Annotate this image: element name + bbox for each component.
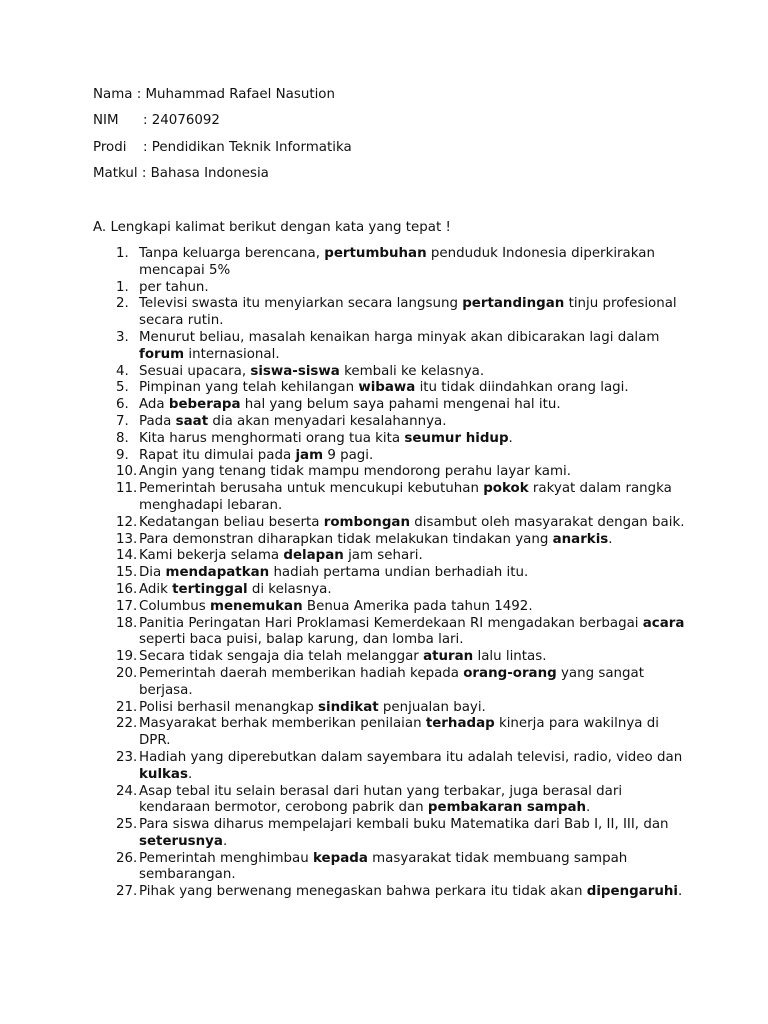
answer-word: pertandingan xyxy=(462,296,565,312)
list-item-text xyxy=(139,884,693,901)
matkul-line xyxy=(93,166,269,182)
sentence-fragment: Menurut beliau, masalah kenaikan harga minyak akan dibicarakan lagi dalam xyxy=(139,329,660,345)
sentence-fragment: disambut oleh masyarakat dengan baik. xyxy=(409,514,685,530)
list-item-number: 2. xyxy=(116,296,129,312)
sentence-fragment: Kami bekerja selama xyxy=(139,548,284,564)
answer-word: jam xyxy=(295,447,324,463)
list-item-text xyxy=(139,582,693,599)
list-item-text xyxy=(139,599,693,616)
list-item xyxy=(93,481,693,515)
sentence-fragment: Polisi berhasil menangkap xyxy=(139,699,319,715)
list-item-number: 27. xyxy=(116,884,138,900)
list-item xyxy=(93,380,693,397)
answer-word: anarkis xyxy=(552,531,609,547)
list-item xyxy=(93,884,693,901)
list-item-number: 11. xyxy=(116,481,138,497)
answer-word: seterusnya xyxy=(139,833,223,849)
list-item-text xyxy=(139,649,693,666)
sentence-fragment: Tanpa keluarga berencana, xyxy=(139,246,325,261)
nama-label: Nama xyxy=(93,87,133,102)
list-item-number: 13. xyxy=(116,531,138,547)
matkul-value: : Bahasa Indonesia xyxy=(137,166,269,181)
list-item xyxy=(93,599,693,616)
sentence-fragment: . xyxy=(586,800,591,816)
sentence-fragment: Sesuai upacara, xyxy=(139,363,251,379)
sentence-fragment: Pada xyxy=(139,413,176,429)
list-item xyxy=(93,397,693,414)
sentence-fragment: . xyxy=(678,884,683,900)
answer-word: beberapa xyxy=(168,397,241,413)
list-item-number: 20. xyxy=(116,665,138,681)
sentence-fragment: per tahun. xyxy=(139,279,209,295)
list-item-text xyxy=(139,616,693,650)
list-item xyxy=(93,296,693,330)
list-item-text xyxy=(139,414,693,431)
sentence-fragment: seperti baca puisi, balap karung, dan lomba lari. xyxy=(139,632,464,648)
list-item xyxy=(93,817,693,851)
list-item xyxy=(93,364,693,381)
sentence-fragment: Kedatangan beliau beserta xyxy=(139,514,324,530)
sentence-fragment: Benua Amerika pada tahun 1492. xyxy=(302,598,533,614)
list-item-text xyxy=(139,716,693,750)
answer-word: delapan xyxy=(283,548,344,564)
sentence-fragment: rakyat dalam rangka menghadapi lebaran. xyxy=(139,481,672,513)
list-item xyxy=(93,515,693,532)
answer-word: forum xyxy=(139,346,185,362)
answer-word: pembakaran sampah xyxy=(427,800,587,816)
sentence-fragment: Rapat itu dimulai pada xyxy=(139,447,296,463)
list-item xyxy=(93,414,693,431)
sentence-fragment: Columbus xyxy=(139,598,211,614)
list-item xyxy=(93,716,693,750)
list-item-number: 1. xyxy=(116,246,129,261)
sentence-fragment: hadiah pertama undian berhadiah itu. xyxy=(269,565,529,581)
list-item xyxy=(93,784,693,818)
answer-word: pokok xyxy=(483,481,529,497)
list-item-number: 10. xyxy=(116,464,138,480)
list-item-number: 9. xyxy=(116,447,129,463)
list-item-number: 4. xyxy=(116,363,129,379)
list-item-text xyxy=(139,380,693,397)
prodi-label: Prodi xyxy=(93,140,127,155)
answer-word: acara xyxy=(642,615,685,631)
list-item-number: 3. xyxy=(116,329,129,345)
list-item xyxy=(93,700,693,717)
sentence-fragment: Televisi swasta itu menyiarkan secara langsung xyxy=(139,296,463,312)
list-item-text xyxy=(139,548,693,565)
list-item-text xyxy=(139,464,693,481)
list-item-number: 6. xyxy=(116,397,129,413)
sentence-fragment: Ada xyxy=(139,397,169,413)
list-item xyxy=(93,666,693,700)
answer-word: kepada xyxy=(313,850,368,866)
answer-word: tertinggal xyxy=(172,581,248,597)
list-item-text xyxy=(139,246,693,280)
sentence-fragment: jam sehari. xyxy=(343,548,423,564)
sentence-fragment: Pimpinan yang telah kehilangan xyxy=(139,380,359,396)
answer-word: pertumbuhan xyxy=(324,246,427,261)
nim-line xyxy=(93,113,220,129)
list-item-text xyxy=(139,330,693,364)
answer-word: aturan xyxy=(423,649,474,665)
list-item-text xyxy=(139,784,693,818)
list-item xyxy=(93,616,693,650)
list-item xyxy=(93,548,693,565)
sentence-fragment: di kelasnya. xyxy=(247,581,332,597)
sentence-fragment: dia akan menyadari kesalahannya. xyxy=(208,413,447,429)
list-item-text xyxy=(139,532,693,549)
section-heading: A. Lengkapi kalimat berikut dengan kata yang tepat ! xyxy=(93,220,451,235)
list-item-text xyxy=(139,851,693,885)
list-item-number: 5. xyxy=(116,380,129,396)
sentence-fragment: Kita harus menghormati orang tua kita xyxy=(139,430,405,446)
answer-word: sindikat xyxy=(318,699,379,715)
sentence-fragment: lalu lintas. xyxy=(473,649,547,665)
sentence-fragment: internasional. xyxy=(184,346,280,362)
answer-word: siswa-siswa xyxy=(250,363,340,379)
sentence-fragment: Dia xyxy=(139,565,166,581)
nim-label: NIM xyxy=(93,113,119,128)
list-item-text xyxy=(139,397,693,414)
list-item-number: 22. xyxy=(116,716,138,732)
list-item-text xyxy=(139,431,693,448)
list-item-text xyxy=(139,280,693,297)
sentence-fragment: penduduk Indonesia diperkirakan mencapai 5% xyxy=(139,246,655,278)
sentence-fragment: Masyarakat berhak memberikan penilaian xyxy=(139,716,426,732)
list-item-number: 15. xyxy=(116,565,138,581)
list-item-number: 23. xyxy=(116,749,138,765)
sentence-fragment: . xyxy=(187,766,193,782)
sentence-fragment: itu tidak diindahkan orang lagi. xyxy=(415,380,629,396)
list-item-text xyxy=(139,817,693,851)
list-item xyxy=(93,750,693,784)
sentence-fragment: hal yang belum saya pahami mengenai hal itu. xyxy=(240,397,561,413)
sentence-fragment: Angin yang tenang tidak mampu mendorong perahu layar kami. xyxy=(139,464,571,480)
sentence-fragment: . xyxy=(508,430,513,446)
sentence-fragment: kembali ke kelasnya. xyxy=(339,363,485,379)
answer-word: menemukan xyxy=(210,598,303,614)
sentence-fragment: Pihak yang berwenang menegaskan bahwa perkara itu tidak akan xyxy=(139,884,587,900)
list-item xyxy=(93,565,693,582)
sentence-fragment: Pemerintah daerah memberikan hadiah kepada xyxy=(139,665,464,681)
sentence-fragment: . xyxy=(608,531,613,547)
nama-value: : Muhammad Rafael Nasution xyxy=(132,87,335,102)
list-item-text xyxy=(139,515,693,532)
list-item-text xyxy=(139,296,693,330)
answer-word: kulkas xyxy=(139,766,188,782)
list-item-number: 26. xyxy=(116,850,138,866)
sentence-fragment: Hadiah yang diperebutkan dalam sayembara itu adalah televisi, radio, video dan xyxy=(139,749,683,765)
sentence-fragment: Secara tidak sengaja dia telah melanggar xyxy=(139,649,424,665)
list-item-number: 1. xyxy=(116,279,129,295)
list-item-text xyxy=(139,750,693,784)
list-item-text xyxy=(139,481,693,515)
list-item xyxy=(93,448,693,465)
list-item xyxy=(93,851,693,885)
list-item xyxy=(93,582,693,599)
sentence-fragment: Pemerintah berusaha untuk mencukupi kebutuhan xyxy=(139,481,484,497)
list-item-number: 16. xyxy=(116,581,138,597)
list-item xyxy=(93,532,693,549)
answer-word: wibawa xyxy=(358,380,416,396)
list-item-text xyxy=(139,666,693,700)
answer-word: dipengaruhi xyxy=(586,884,678,900)
list-item-number: 18. xyxy=(116,615,138,631)
list-item-text xyxy=(139,448,693,465)
sentence-fragment: Para siswa diharus mempelajari kembali buku Matematika dari Bab I, II, III, dan xyxy=(139,817,669,833)
list-item xyxy=(93,431,693,448)
answer-word: saat xyxy=(175,413,209,429)
list-item-number: 25. xyxy=(116,817,138,833)
list-item xyxy=(93,649,693,666)
list-item-text xyxy=(139,364,693,381)
list-item xyxy=(93,330,693,364)
answer-word: rombongan xyxy=(323,514,410,530)
sentence-fragment: Adik xyxy=(139,581,173,597)
answer-word: mendapatkan xyxy=(165,565,270,581)
list-item xyxy=(93,280,693,297)
sentence-fragment: 9 pagi. xyxy=(323,447,374,463)
list-item-number: 8. xyxy=(116,430,129,446)
sentence-fragment: Panitia Peringatan Hari Proklamasi Kemerdekaan RI mengadakan berbagai xyxy=(139,615,643,631)
list-item xyxy=(93,246,693,280)
list-item-text xyxy=(139,700,693,717)
sentence-fragment: Pemerintah menghimbau xyxy=(139,850,313,866)
list-item-number: 19. xyxy=(116,649,138,665)
prodi-line xyxy=(93,140,352,156)
answer-word: terhadap xyxy=(425,716,495,732)
exercise-list xyxy=(93,246,693,901)
list-item-number: 24. xyxy=(116,783,138,799)
list-item-number: 17. xyxy=(116,598,138,614)
answer-word: orang-orang xyxy=(463,665,557,681)
nama-line xyxy=(93,87,335,103)
sentence-fragment: penjualan bayi. xyxy=(378,699,486,715)
answer-word: seumur hidup xyxy=(404,430,509,446)
sentence-fragment: masyarakat tidak membuang sampah sembarangan. xyxy=(139,850,628,883)
list-item-number: 7. xyxy=(116,413,129,429)
sentence-fragment: kinerja para wakilnya di DPR. xyxy=(139,716,659,749)
sentence-fragment: Para demonstran diharapkan tidak melakukan tindakan yang xyxy=(139,531,553,547)
sentence-fragment: . xyxy=(222,833,228,849)
list-item xyxy=(93,464,693,481)
sentence-fragment: Asap tebal itu selain berasal dari hutan yang terbakar, juga berasal dari kendaraan bermotor, cerobong pabrik dan xyxy=(139,783,623,816)
nim-value: : 24076092 xyxy=(143,113,220,128)
sentence-fragment: tinju profesional secara rutin. xyxy=(139,296,677,329)
matkul-label: Matkul xyxy=(93,166,138,181)
sentence-fragment: yang sangat berjasa. xyxy=(139,665,644,698)
prodi-value: : Pendidikan Teknik Informatika xyxy=(143,140,352,155)
list-item-number: 14. xyxy=(116,548,138,564)
list-item-text xyxy=(139,565,693,582)
list-item-number: 21. xyxy=(116,699,138,715)
list-item-number: 12. xyxy=(116,514,138,530)
